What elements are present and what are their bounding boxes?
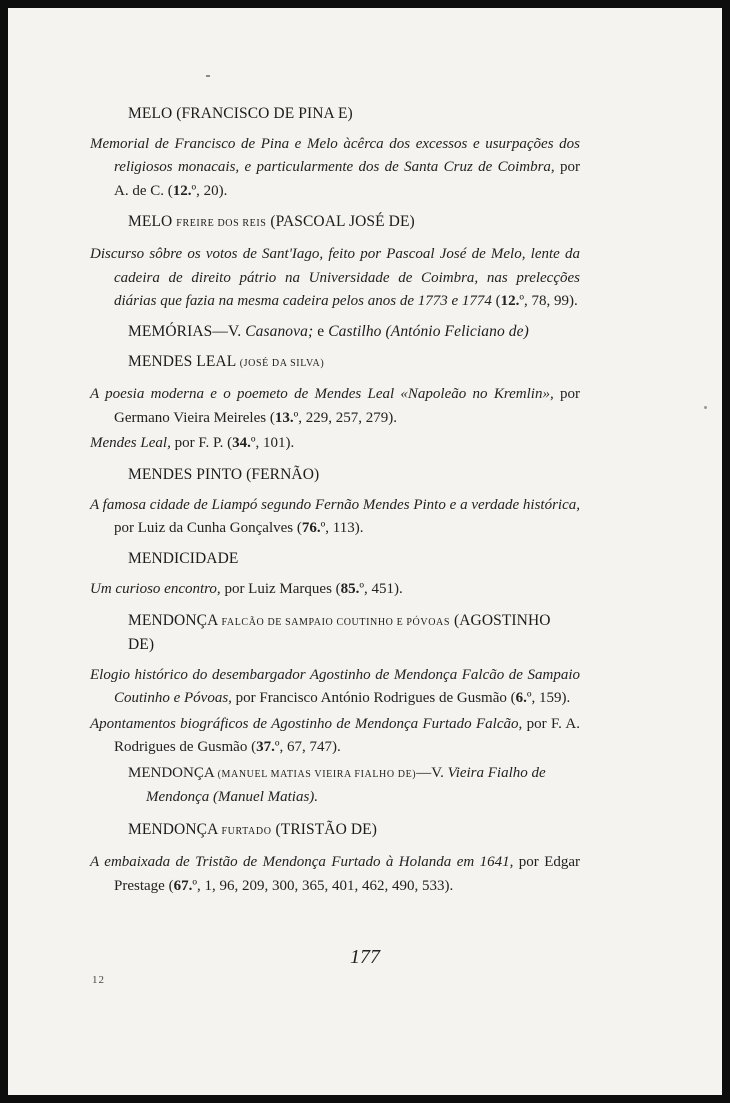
index-entry bbox=[90, 432, 580, 455]
index-subheading bbox=[128, 762, 580, 810]
entry-title: A poesia moderna e o poemeto de Mendes Leal «Napoleão no Kremlin», bbox=[90, 386, 554, 403]
index-heading bbox=[128, 211, 580, 235]
entry-volume: 13. bbox=[274, 409, 294, 426]
heading-name: MENDONÇA bbox=[128, 764, 218, 781]
page-number: 177 bbox=[350, 946, 380, 968]
entry-title: Um curioso encontro, bbox=[90, 581, 221, 598]
index-heading: MENDICIDADE bbox=[128, 550, 239, 568]
entry-pages: º, 113). bbox=[320, 520, 364, 537]
heading-smallcaps: FALCÃO DE SAMPAIO COUTINHO E PÓVOAS bbox=[221, 616, 451, 628]
book-page bbox=[8, 8, 722, 1095]
heading-smallcaps: (JOSÉ DA SILVA) bbox=[239, 358, 325, 370]
index-entry bbox=[90, 578, 580, 601]
entry-volume: 12. bbox=[172, 182, 192, 199]
entry-title: Discurso sôbre os votos de Sant'Iago, feito por Pascoal José de Melo, lente da cadeira de direito pátrio na Universidade de Coimbra, nas prelecções diárias que fazia na mesma cadeira pelos anos de 1773 e 1774 bbox=[90, 246, 580, 310]
entry-pages: º, 1, 96, 209, 300, 365, 401, 462, 490, 533). bbox=[192, 877, 454, 894]
entry-author: por Francisco António Rodrigues de Gusmão ( bbox=[231, 690, 516, 707]
heading-name: MELO bbox=[128, 213, 177, 231]
entry-title: Memorial de Francisco de Pina e Melo àcêrca dos excessos e usurpações dos religiosos monacais, e particularmente dos de Santa Cruz de Coimbra, bbox=[90, 136, 580, 176]
heading-name: MENDONÇA bbox=[128, 611, 222, 629]
heading-name: (AGOSTINHO DE) bbox=[128, 611, 551, 653]
entry-volume: 76. bbox=[301, 520, 321, 537]
entry-volume: 67. bbox=[173, 877, 193, 894]
entry-volume: 85. bbox=[340, 581, 360, 598]
index-entry bbox=[90, 494, 580, 541]
cross-ref: Vieira Fialho de Mendonça (Manuel Matias). bbox=[146, 764, 546, 805]
index-entry bbox=[90, 243, 580, 313]
index-heading bbox=[128, 610, 580, 656]
entry-pages: º, 451). bbox=[359, 581, 403, 598]
heading-smallcaps: (MANUEL MATIAS VIEIRA FIALHO DE) bbox=[217, 768, 417, 780]
index-heading bbox=[128, 819, 580, 843]
index-entry bbox=[90, 664, 580, 711]
heading-smallcaps: FURTADO bbox=[221, 826, 272, 838]
entry-author: por F. P. ( bbox=[170, 435, 233, 452]
entry-author: ( bbox=[491, 293, 501, 310]
index-entry bbox=[90, 133, 580, 203]
print-speck bbox=[206, 75, 210, 77]
index-entry bbox=[90, 383, 580, 430]
entry-author: por A. de C. ( bbox=[114, 159, 581, 199]
index-entry bbox=[90, 851, 580, 898]
entry-author: por F. A. Rodrigues de Gusmão ( bbox=[114, 715, 580, 756]
cross-ref-prefix: —V. bbox=[416, 764, 448, 781]
cross-ref: Castilho (António Feliciano de) bbox=[328, 323, 529, 341]
entry-volume: 34. bbox=[232, 435, 251, 452]
heading-smallcaps: FREIRE DOS REIS bbox=[176, 218, 267, 230]
index-heading bbox=[128, 351, 580, 375]
entry-title: A famosa cidade de Liampó segundo Fernão Mendes Pinto e a verdade histórica, bbox=[90, 496, 580, 513]
cross-ref: Casanova; bbox=[245, 323, 314, 341]
index-heading bbox=[128, 321, 580, 343]
index-content bbox=[90, 103, 580, 906]
entry-pages: º, 67, 747). bbox=[274, 739, 341, 756]
index-heading: MENDES PINTO (FERNÃO) bbox=[128, 465, 320, 483]
entry-pages: º, 20). bbox=[191, 182, 228, 199]
entry-volume: 6. bbox=[515, 690, 527, 707]
entry-pages: º, 229, 257, 279). bbox=[293, 409, 397, 426]
entry-author: por Luiz da Cunha Gonçalves ( bbox=[114, 520, 302, 537]
heading-name: MEMÓRIAS—V. bbox=[128, 323, 246, 341]
entry-author: por Germano Vieira Meireles ( bbox=[114, 386, 580, 426]
index-entry bbox=[90, 713, 580, 760]
heading-name: MENDONÇA bbox=[128, 821, 222, 839]
entry-title: Elogio histórico do desembargador Agostinho de Mendonça Falcão de Sampaio Coutinho e Póvoas, bbox=[90, 666, 580, 707]
index-heading: MELO (FRANCISCO DE PINA E) bbox=[128, 105, 353, 122]
entry-author: por Edgar Prestage ( bbox=[114, 854, 581, 894]
heading-name: MENDES LEAL bbox=[128, 353, 240, 371]
entry-title: Mendes Leal, bbox=[90, 435, 171, 452]
heading-name: (PASCOAL JOSÉ DE) bbox=[266, 213, 415, 231]
entry-pages: º, 78, 99). bbox=[519, 293, 578, 310]
entry-title: A embaixada de Tristão de Mendonça Furtado à Holanda em 1641, bbox=[90, 854, 514, 871]
heading-name: (TRISTÃO DE) bbox=[271, 821, 377, 839]
entry-volume: 37. bbox=[256, 739, 275, 756]
heading-name: e bbox=[313, 323, 329, 341]
print-speck bbox=[704, 406, 707, 409]
signature-mark: 12 bbox=[92, 974, 105, 986]
entry-author: por Luiz Marques ( bbox=[220, 581, 341, 598]
entry-title: Apontamentos biográficos de Agostinho de Mendonça Furtado Falcão, bbox=[90, 715, 523, 732]
entry-volume: 12. bbox=[500, 293, 520, 310]
entry-pages: º, 159). bbox=[526, 690, 571, 707]
entry-pages: º, 101). bbox=[250, 435, 295, 452]
